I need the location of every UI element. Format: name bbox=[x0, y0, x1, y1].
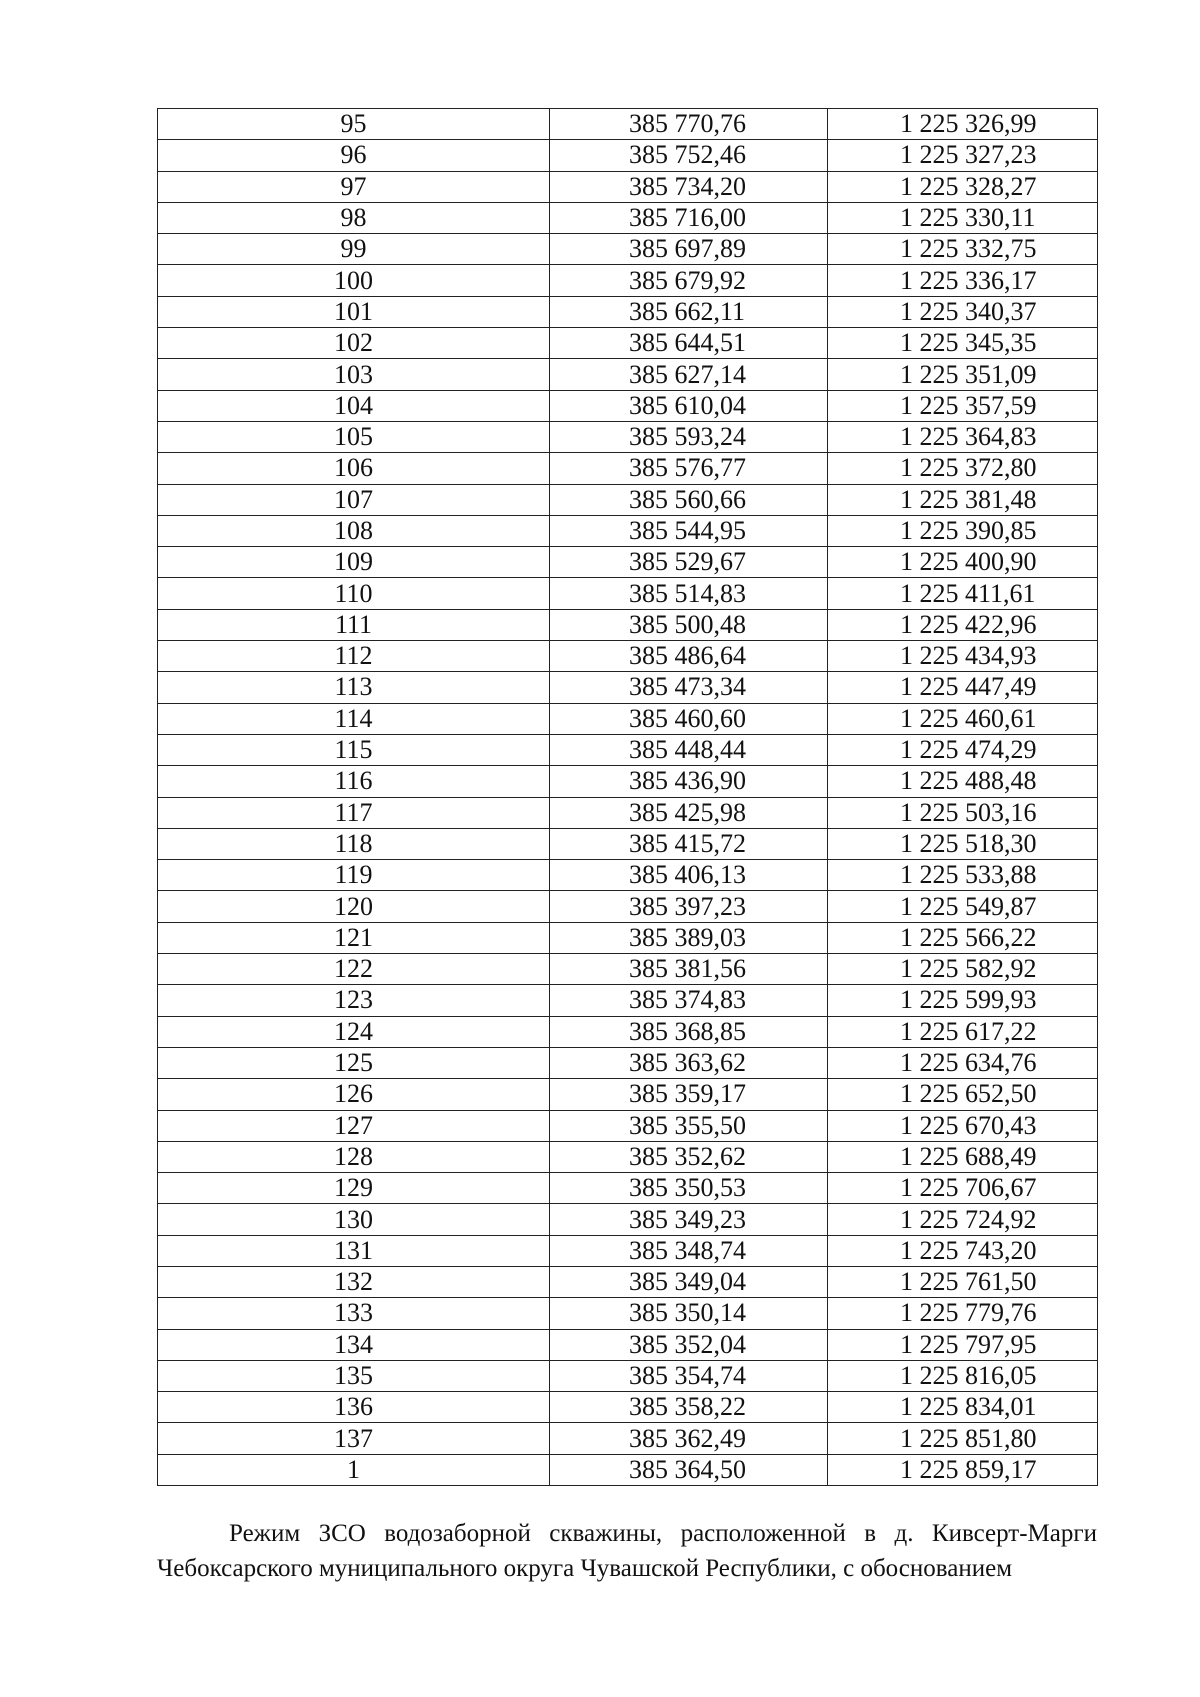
point-number-cell: 115 bbox=[158, 734, 550, 765]
table-row bbox=[158, 1173, 1098, 1204]
x-coordinate-cell: 385 529,67 bbox=[550, 547, 828, 578]
table-row bbox=[158, 1329, 1098, 1360]
point-number-cell: 98 bbox=[158, 202, 550, 233]
table-row bbox=[158, 202, 1098, 233]
point-number-cell: 135 bbox=[158, 1360, 550, 1391]
point-number-cell: 101 bbox=[158, 296, 550, 327]
y-coordinate-cell: 1 225 634,76 bbox=[828, 1047, 1098, 1078]
point-number-cell: 119 bbox=[158, 860, 550, 891]
x-coordinate-cell: 385 770,76 bbox=[550, 109, 828, 140]
point-number-cell: 129 bbox=[158, 1173, 550, 1204]
point-number-cell: 100 bbox=[158, 265, 550, 296]
point-number-cell: 125 bbox=[158, 1047, 550, 1078]
x-coordinate-cell: 385 415,72 bbox=[550, 828, 828, 859]
x-coordinate-cell: 385 752,46 bbox=[550, 140, 828, 171]
point-number-cell: 128 bbox=[158, 1141, 550, 1172]
y-coordinate-cell: 1 225 488,48 bbox=[828, 766, 1098, 797]
x-coordinate-cell: 385 627,14 bbox=[550, 359, 828, 390]
x-coordinate-cell: 385 662,11 bbox=[550, 296, 828, 327]
y-coordinate-cell: 1 225 411,61 bbox=[828, 578, 1098, 609]
y-coordinate-cell: 1 225 743,20 bbox=[828, 1235, 1098, 1266]
y-coordinate-cell: 1 225 434,93 bbox=[828, 641, 1098, 672]
x-coordinate-cell: 385 500,48 bbox=[550, 609, 828, 640]
table-row bbox=[158, 641, 1098, 672]
y-coordinate-cell: 1 225 582,92 bbox=[828, 954, 1098, 985]
y-coordinate-cell: 1 225 779,76 bbox=[828, 1298, 1098, 1329]
x-coordinate-cell: 385 364,50 bbox=[550, 1454, 828, 1485]
y-coordinate-cell: 1 225 447,49 bbox=[828, 672, 1098, 703]
x-coordinate-cell: 385 576,77 bbox=[550, 453, 828, 484]
point-number-cell: 102 bbox=[158, 328, 550, 359]
table-row bbox=[158, 734, 1098, 765]
x-coordinate-cell: 385 354,74 bbox=[550, 1360, 828, 1391]
point-number-cell: 137 bbox=[158, 1423, 550, 1454]
y-coordinate-cell: 1 225 372,80 bbox=[828, 453, 1098, 484]
body-paragraph: Режим ЗСО водозаборной скважины, расположенной в д. Кивсерт-Марги Чебоксарского муниципального округа Чувашской Республики, с обоснованием bbox=[157, 1520, 1097, 1582]
x-coordinate-cell: 385 406,13 bbox=[550, 860, 828, 891]
x-coordinate-cell: 385 697,89 bbox=[550, 234, 828, 265]
point-number-cell: 108 bbox=[158, 515, 550, 546]
y-coordinate-cell: 1 225 724,92 bbox=[828, 1204, 1098, 1235]
x-coordinate-cell: 385 349,04 bbox=[550, 1266, 828, 1297]
x-coordinate-cell: 385 593,24 bbox=[550, 421, 828, 452]
table-row bbox=[158, 1110, 1098, 1141]
table-row bbox=[158, 547, 1098, 578]
point-number-cell: 116 bbox=[158, 766, 550, 797]
point-number-cell: 1 bbox=[158, 1454, 550, 1485]
point-number-cell: 136 bbox=[158, 1392, 550, 1423]
x-coordinate-cell: 385 349,23 bbox=[550, 1204, 828, 1235]
x-coordinate-cell: 385 348,74 bbox=[550, 1235, 828, 1266]
table-row bbox=[158, 296, 1098, 327]
y-coordinate-cell: 1 225 518,30 bbox=[828, 828, 1098, 859]
table-row bbox=[158, 954, 1098, 985]
table-row bbox=[158, 891, 1098, 922]
table-row bbox=[158, 1392, 1098, 1423]
table-row bbox=[158, 828, 1098, 859]
table-row bbox=[158, 453, 1098, 484]
point-number-cell: 123 bbox=[158, 985, 550, 1016]
point-number-cell: 130 bbox=[158, 1204, 550, 1235]
table-row bbox=[158, 922, 1098, 953]
x-coordinate-cell: 385 350,14 bbox=[550, 1298, 828, 1329]
y-coordinate-cell: 1 225 345,35 bbox=[828, 328, 1098, 359]
y-coordinate-cell: 1 225 503,16 bbox=[828, 797, 1098, 828]
table-row bbox=[158, 234, 1098, 265]
point-number-cell: 114 bbox=[158, 703, 550, 734]
table-row bbox=[158, 703, 1098, 734]
y-coordinate-cell: 1 225 328,27 bbox=[828, 171, 1098, 202]
point-number-cell: 131 bbox=[158, 1235, 550, 1266]
x-coordinate-cell: 385 374,83 bbox=[550, 985, 828, 1016]
x-coordinate-cell: 385 544,95 bbox=[550, 515, 828, 546]
x-coordinate-cell: 385 358,22 bbox=[550, 1392, 828, 1423]
x-coordinate-cell: 385 734,20 bbox=[550, 171, 828, 202]
x-coordinate-cell: 385 363,62 bbox=[550, 1047, 828, 1078]
y-coordinate-cell: 1 225 474,29 bbox=[828, 734, 1098, 765]
point-number-cell: 97 bbox=[158, 171, 550, 202]
table-row bbox=[158, 985, 1098, 1016]
x-coordinate-cell: 385 514,83 bbox=[550, 578, 828, 609]
x-coordinate-cell: 385 352,62 bbox=[550, 1141, 828, 1172]
x-coordinate-cell: 385 355,50 bbox=[550, 1110, 828, 1141]
table-row bbox=[158, 1016, 1098, 1047]
y-coordinate-cell: 1 225 340,37 bbox=[828, 296, 1098, 327]
x-coordinate-cell: 385 448,44 bbox=[550, 734, 828, 765]
point-number-cell: 110 bbox=[158, 578, 550, 609]
point-number-cell: 95 bbox=[158, 109, 550, 140]
y-coordinate-cell: 1 225 332,75 bbox=[828, 234, 1098, 265]
y-coordinate-cell: 1 225 400,90 bbox=[828, 547, 1098, 578]
y-coordinate-cell: 1 225 688,49 bbox=[828, 1141, 1098, 1172]
y-coordinate-cell: 1 225 364,83 bbox=[828, 421, 1098, 452]
y-coordinate-cell: 1 225 327,23 bbox=[828, 140, 1098, 171]
point-number-cell: 105 bbox=[158, 421, 550, 452]
table-row bbox=[158, 328, 1098, 359]
table-row bbox=[158, 1141, 1098, 1172]
x-coordinate-cell: 385 368,85 bbox=[550, 1016, 828, 1047]
table-row bbox=[158, 766, 1098, 797]
x-coordinate-cell: 385 359,17 bbox=[550, 1079, 828, 1110]
point-number-cell: 96 bbox=[158, 140, 550, 171]
x-coordinate-cell: 385 679,92 bbox=[550, 265, 828, 296]
x-coordinate-cell: 385 560,66 bbox=[550, 484, 828, 515]
table-row bbox=[158, 1454, 1098, 1485]
point-number-cell: 127 bbox=[158, 1110, 550, 1141]
x-coordinate-cell: 385 389,03 bbox=[550, 922, 828, 953]
table-row bbox=[158, 578, 1098, 609]
point-number-cell: 99 bbox=[158, 234, 550, 265]
point-number-cell: 106 bbox=[158, 453, 550, 484]
y-coordinate-cell: 1 225 834,01 bbox=[828, 1392, 1098, 1423]
y-coordinate-cell: 1 225 357,59 bbox=[828, 390, 1098, 421]
x-coordinate-cell: 385 352,04 bbox=[550, 1329, 828, 1360]
table-row bbox=[158, 171, 1098, 202]
table-row bbox=[158, 1423, 1098, 1454]
y-coordinate-cell: 1 225 336,17 bbox=[828, 265, 1098, 296]
point-number-cell: 132 bbox=[158, 1266, 550, 1297]
x-coordinate-cell: 385 362,49 bbox=[550, 1423, 828, 1454]
point-number-cell: 120 bbox=[158, 891, 550, 922]
x-coordinate-cell: 385 397,23 bbox=[550, 891, 828, 922]
x-coordinate-cell: 385 473,34 bbox=[550, 672, 828, 703]
y-coordinate-cell: 1 225 351,09 bbox=[828, 359, 1098, 390]
y-coordinate-cell: 1 225 617,22 bbox=[828, 1016, 1098, 1047]
x-coordinate-cell: 385 716,00 bbox=[550, 202, 828, 233]
table-row bbox=[158, 1204, 1098, 1235]
y-coordinate-cell: 1 225 670,43 bbox=[828, 1110, 1098, 1141]
x-coordinate-cell: 385 644,51 bbox=[550, 328, 828, 359]
point-number-cell: 124 bbox=[158, 1016, 550, 1047]
point-number-cell: 111 bbox=[158, 609, 550, 640]
table-row bbox=[158, 1079, 1098, 1110]
y-coordinate-cell: 1 225 326,99 bbox=[828, 109, 1098, 140]
point-number-cell: 104 bbox=[158, 390, 550, 421]
y-coordinate-cell: 1 225 381,48 bbox=[828, 484, 1098, 515]
y-coordinate-cell: 1 225 797,95 bbox=[828, 1329, 1098, 1360]
y-coordinate-cell: 1 225 330,11 bbox=[828, 202, 1098, 233]
table-row bbox=[158, 1266, 1098, 1297]
y-coordinate-cell: 1 225 652,50 bbox=[828, 1079, 1098, 1110]
x-coordinate-cell: 385 486,64 bbox=[550, 641, 828, 672]
x-coordinate-cell: 385 610,04 bbox=[550, 390, 828, 421]
table-row bbox=[158, 1298, 1098, 1329]
point-number-cell: 122 bbox=[158, 954, 550, 985]
point-number-cell: 126 bbox=[158, 1079, 550, 1110]
table-row bbox=[158, 515, 1098, 546]
y-coordinate-cell: 1 225 706,67 bbox=[828, 1173, 1098, 1204]
table-row bbox=[158, 421, 1098, 452]
y-coordinate-cell: 1 225 460,61 bbox=[828, 703, 1098, 734]
table-row bbox=[158, 265, 1098, 296]
table-row bbox=[158, 359, 1098, 390]
x-coordinate-cell: 385 436,90 bbox=[550, 766, 828, 797]
coordinates-table-body bbox=[158, 109, 1098, 1486]
y-coordinate-cell: 1 225 422,96 bbox=[828, 609, 1098, 640]
point-number-cell: 109 bbox=[158, 547, 550, 578]
table-row bbox=[158, 484, 1098, 515]
x-coordinate-cell: 385 460,60 bbox=[550, 703, 828, 734]
y-coordinate-cell: 1 225 859,17 bbox=[828, 1454, 1098, 1485]
point-number-cell: 112 bbox=[158, 641, 550, 672]
table-row bbox=[158, 390, 1098, 421]
table-row bbox=[158, 1235, 1098, 1266]
y-coordinate-cell: 1 225 549,87 bbox=[828, 891, 1098, 922]
point-number-cell: 113 bbox=[158, 672, 550, 703]
table-row bbox=[158, 797, 1098, 828]
y-coordinate-cell: 1 225 599,93 bbox=[828, 985, 1098, 1016]
x-coordinate-cell: 385 381,56 bbox=[550, 954, 828, 985]
y-coordinate-cell: 1 225 851,80 bbox=[828, 1423, 1098, 1454]
table-row bbox=[158, 1360, 1098, 1391]
point-number-cell: 118 bbox=[158, 828, 550, 859]
table-row bbox=[158, 109, 1098, 140]
table-row bbox=[158, 672, 1098, 703]
table-row bbox=[158, 609, 1098, 640]
y-coordinate-cell: 1 225 533,88 bbox=[828, 860, 1098, 891]
y-coordinate-cell: 1 225 816,05 bbox=[828, 1360, 1098, 1391]
x-coordinate-cell: 385 425,98 bbox=[550, 797, 828, 828]
point-number-cell: 133 bbox=[158, 1298, 550, 1329]
table-row bbox=[158, 860, 1098, 891]
x-coordinate-cell: 385 350,53 bbox=[550, 1173, 828, 1204]
point-number-cell: 134 bbox=[158, 1329, 550, 1360]
table-row bbox=[158, 1047, 1098, 1078]
y-coordinate-cell: 1 225 761,50 bbox=[828, 1266, 1098, 1297]
point-number-cell: 121 bbox=[158, 922, 550, 953]
point-number-cell: 107 bbox=[158, 484, 550, 515]
y-coordinate-cell: 1 225 566,22 bbox=[828, 922, 1098, 953]
point-number-cell: 103 bbox=[158, 359, 550, 390]
point-number-cell: 117 bbox=[158, 797, 550, 828]
y-coordinate-cell: 1 225 390,85 bbox=[828, 515, 1098, 546]
coordinates-table bbox=[157, 108, 1098, 1486]
table-row bbox=[158, 140, 1098, 171]
